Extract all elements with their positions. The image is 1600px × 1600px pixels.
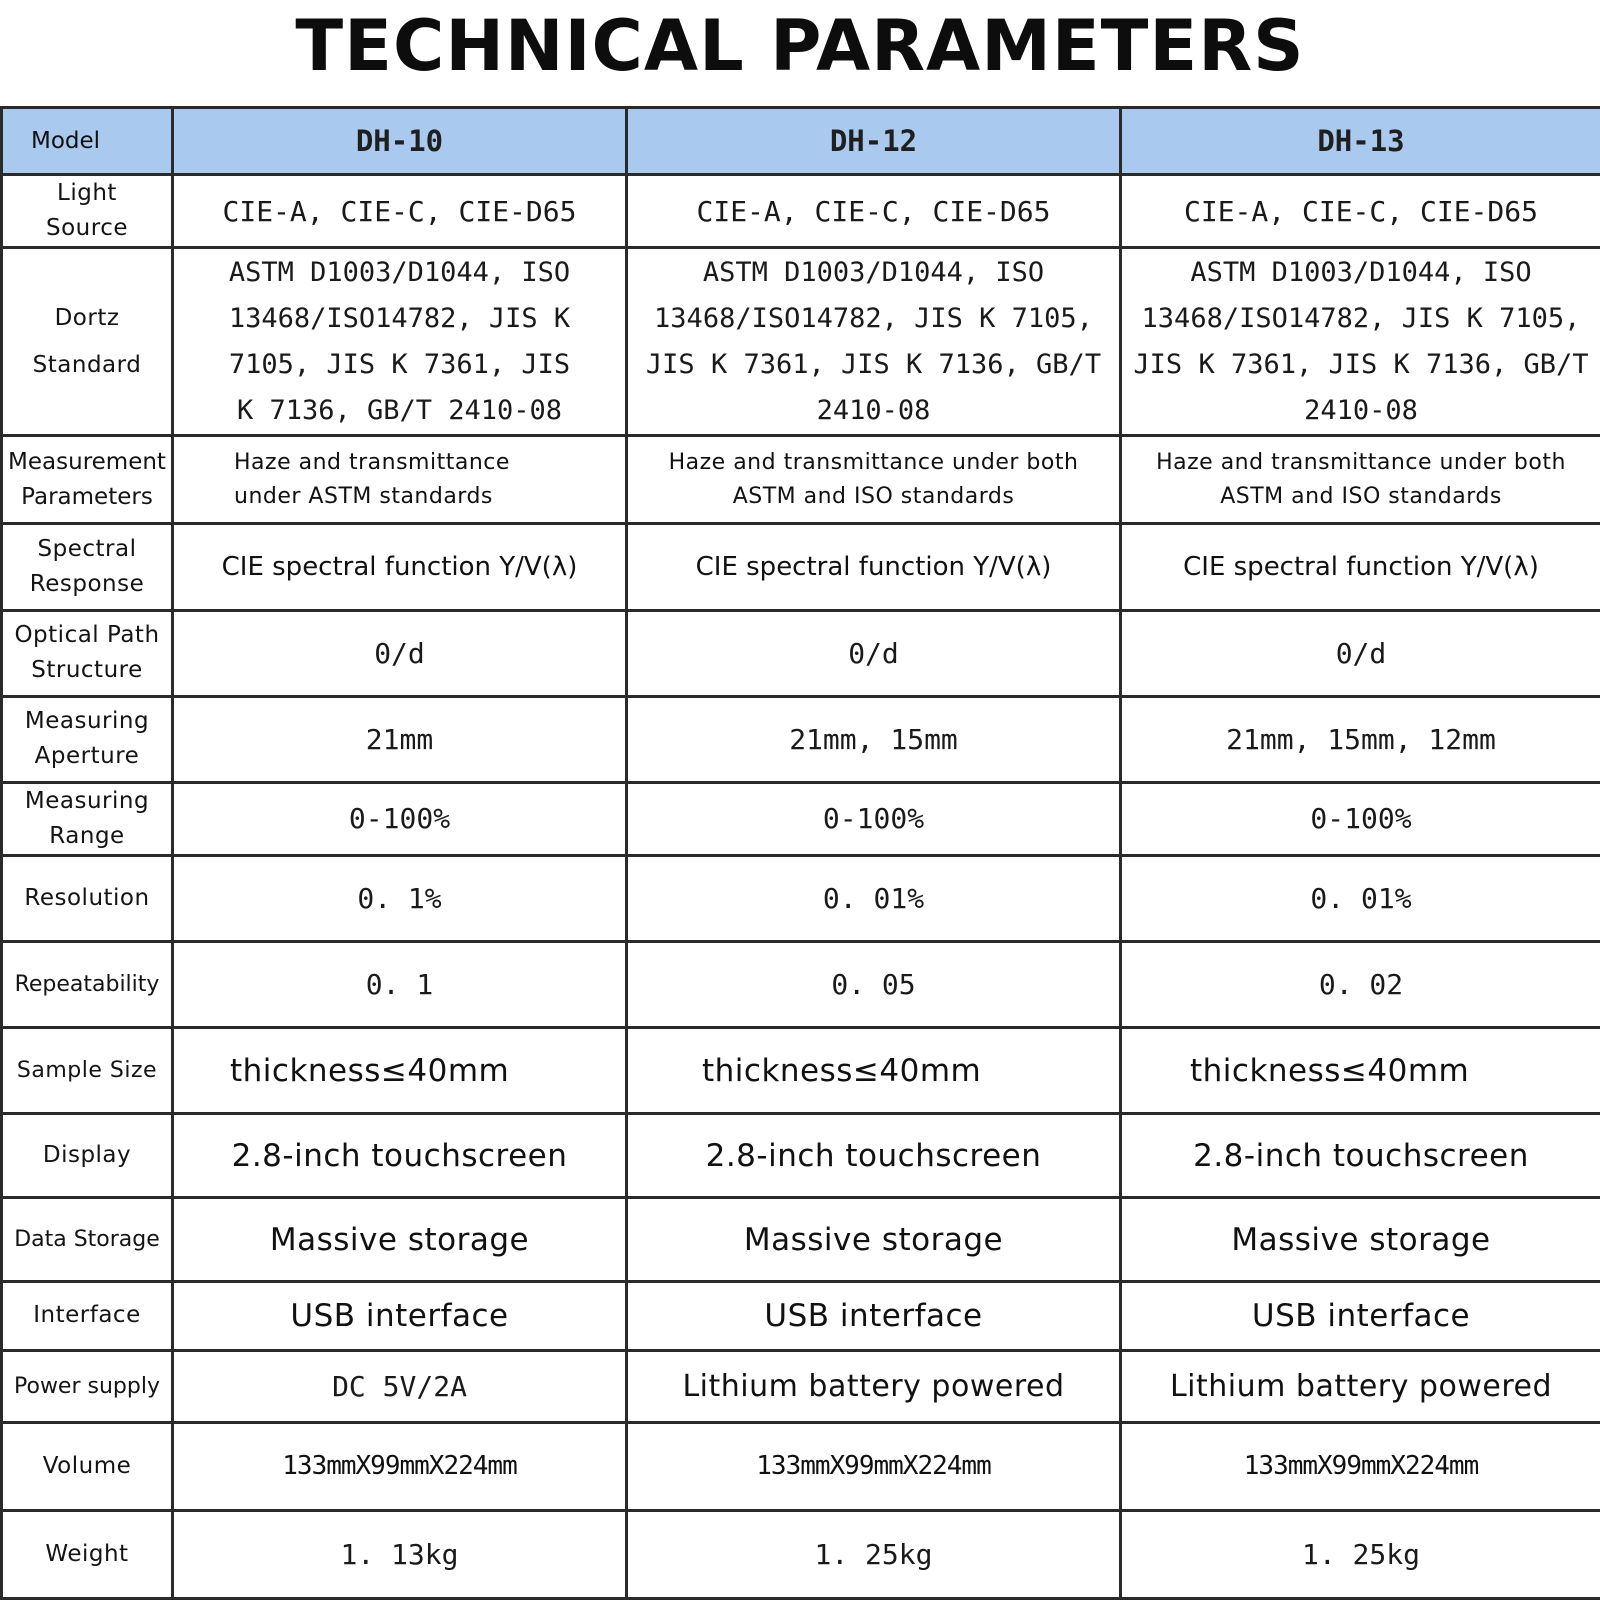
light-source-dh-12: CIE-A, CIE-C, CIE-D65 [627, 175, 1121, 248]
standard-dh-12: ASTM D1003/D1044, ISO 13468/ISO14782, JIS K 7105, JIS K 7361, JIS K 7136, GB/T 2410-08 [627, 248, 1121, 436]
resolution-dh-12: 0. 01% [627, 855, 1121, 941]
label-interface: Interface [2, 1282, 173, 1350]
measuring-range-dh-10: 0-100% [173, 782, 627, 855]
row-sample-size [2, 1028, 1600, 1114]
label-measurement-parameters: Measurement Parameters [2, 436, 173, 524]
standard-dh-10: ASTM D1003/D1044, ISO 13468/ISO14782, JIS K 7105, JIS K 7361, JIS K 7136, GB/T 2410-08 [173, 248, 627, 436]
repeatability-dh-13: 0. 02 [1121, 941, 1600, 1027]
spectral-response-dh-12: CIE spectral function Y/V(λ) [627, 524, 1121, 610]
volume-dh-13: 133mmX99mmX224mm [1121, 1422, 1600, 1510]
label-repeatability: Repeatability [2, 941, 173, 1027]
power-supply-dh-13: Lithium battery powered [1121, 1350, 1600, 1422]
light-source-dh-13: CIE-A, CIE-C, CIE-D65 [1121, 175, 1600, 248]
row-volume [2, 1422, 1600, 1510]
label-light-source: Light Source [2, 175, 173, 248]
measuring-range-dh-13: 0-100% [1121, 782, 1600, 855]
label-display: Display [2, 1114, 173, 1198]
interface-dh-13: USB interface [1121, 1282, 1600, 1350]
row-repeatability [2, 941, 1600, 1027]
row-data-storage [2, 1198, 1600, 1282]
spectral-response-dh-13: CIE spectral function Y/V(λ) [1121, 524, 1600, 610]
label-data-storage: Data Storage [2, 1198, 173, 1282]
row-resolution [2, 855, 1600, 941]
row-interface [2, 1282, 1600, 1350]
label-optical-path-structure: Optical Path Structure [2, 610, 173, 696]
label-volume: Volume [2, 1422, 173, 1510]
technical-parameters-table [0, 106, 1600, 1600]
row-display [2, 1114, 1600, 1198]
sample-size-dh-12: thickness≤40mm [627, 1028, 1121, 1114]
row-dortz-standard [2, 248, 1600, 436]
label-dortz-standard: Dortz Standard [2, 248, 173, 436]
power-supply-dh-12: Lithium battery powered [627, 1350, 1121, 1422]
repeatability-dh-12: 0. 05 [627, 941, 1121, 1027]
label-measuring-range: Measuring Range [2, 782, 173, 855]
optical-path-dh-12: 0/d [627, 610, 1121, 696]
volume-dh-12: 133mmX99mmX224mm [627, 1422, 1121, 1510]
sample-size-dh-13: thickness≤40mm [1121, 1028, 1600, 1114]
data-storage-dh-10: Massive storage [173, 1198, 627, 1282]
measuring-range-dh-12: 0-100% [627, 782, 1121, 855]
data-storage-dh-12: Massive storage [627, 1198, 1121, 1282]
header-model-dh-10: DH-10 [173, 108, 627, 175]
row-measuring-aperture [2, 696, 1600, 782]
optical-path-dh-13: 0/d [1121, 610, 1600, 696]
weight-dh-12: 1. 25kg [627, 1510, 1121, 1598]
header-model-dh-13: DH-13 [1121, 108, 1600, 175]
row-weight [2, 1510, 1600, 1598]
weight-dh-10: 1. 13kg [173, 1510, 627, 1598]
measurement-parameters-dh-13: Haze and transmittance under both ASTM and ISO standards [1121, 436, 1600, 524]
resolution-dh-10: 0. 1% [173, 855, 627, 941]
label-weight: Weight [2, 1510, 173, 1598]
table-header-row [2, 108, 1600, 175]
display-dh-10: 2.8-inch touchscreen [173, 1114, 627, 1198]
row-power-supply [2, 1350, 1600, 1422]
header-model-dh-12: DH-12 [627, 108, 1121, 175]
measuring-aperture-dh-13: 21mm, 15mm, 12mm [1121, 696, 1600, 782]
label-sample-size: Sample Size [2, 1028, 173, 1114]
label-spectral-response: Spectral Response [2, 524, 173, 610]
measurement-parameters-dh-12: Haze and transmittance under both ASTM and ISO standards [627, 436, 1121, 524]
label-measuring-aperture: Measuring Aperture [2, 696, 173, 782]
repeatability-dh-10: 0. 1 [173, 941, 627, 1027]
header-label-model: Model [2, 108, 173, 175]
resolution-dh-13: 0. 01% [1121, 855, 1600, 941]
weight-dh-13: 1. 25kg [1121, 1510, 1600, 1598]
power-supply-dh-10: DC 5V/2A [173, 1350, 627, 1422]
light-source-dh-10: CIE-A, CIE-C, CIE-D65 [173, 175, 627, 248]
data-storage-dh-13: Massive storage [1121, 1198, 1600, 1282]
page-title: TECHNICAL PARAMETERS [295, 5, 1305, 87]
row-optical-path-structure [2, 610, 1600, 696]
measuring-aperture-dh-10: 21mm [173, 696, 627, 782]
label-power-supply: Power supply [2, 1350, 173, 1422]
standard-dh-13: ASTM D1003/D1044, ISO 13468/ISO14782, JIS K 7105, JIS K 7361, JIS K 7136, GB/T 2410-08 [1121, 248, 1600, 436]
display-dh-13: 2.8-inch touchscreen [1121, 1114, 1600, 1198]
label-resolution: Resolution [2, 855, 173, 941]
volume-dh-10: 133mmX99mmX224mm [173, 1422, 627, 1510]
row-measurement-parameters [2, 436, 1600, 524]
interface-dh-12: USB interface [627, 1282, 1121, 1350]
sample-size-dh-10: thickness≤40mm [173, 1028, 627, 1114]
row-measuring-range [2, 782, 1600, 855]
interface-dh-10: USB interface [173, 1282, 627, 1350]
measurement-parameters-dh-10: Haze and transmittance under ASTM standards [173, 436, 627, 524]
optical-path-dh-10: 0/d [173, 610, 627, 696]
measuring-aperture-dh-12: 21mm, 15mm [627, 696, 1121, 782]
row-spectral-response [2, 524, 1600, 610]
row-light-source [2, 175, 1600, 248]
spectral-response-dh-10: CIE spectral function Y/V(λ) [173, 524, 627, 610]
display-dh-12: 2.8-inch touchscreen [627, 1114, 1121, 1198]
